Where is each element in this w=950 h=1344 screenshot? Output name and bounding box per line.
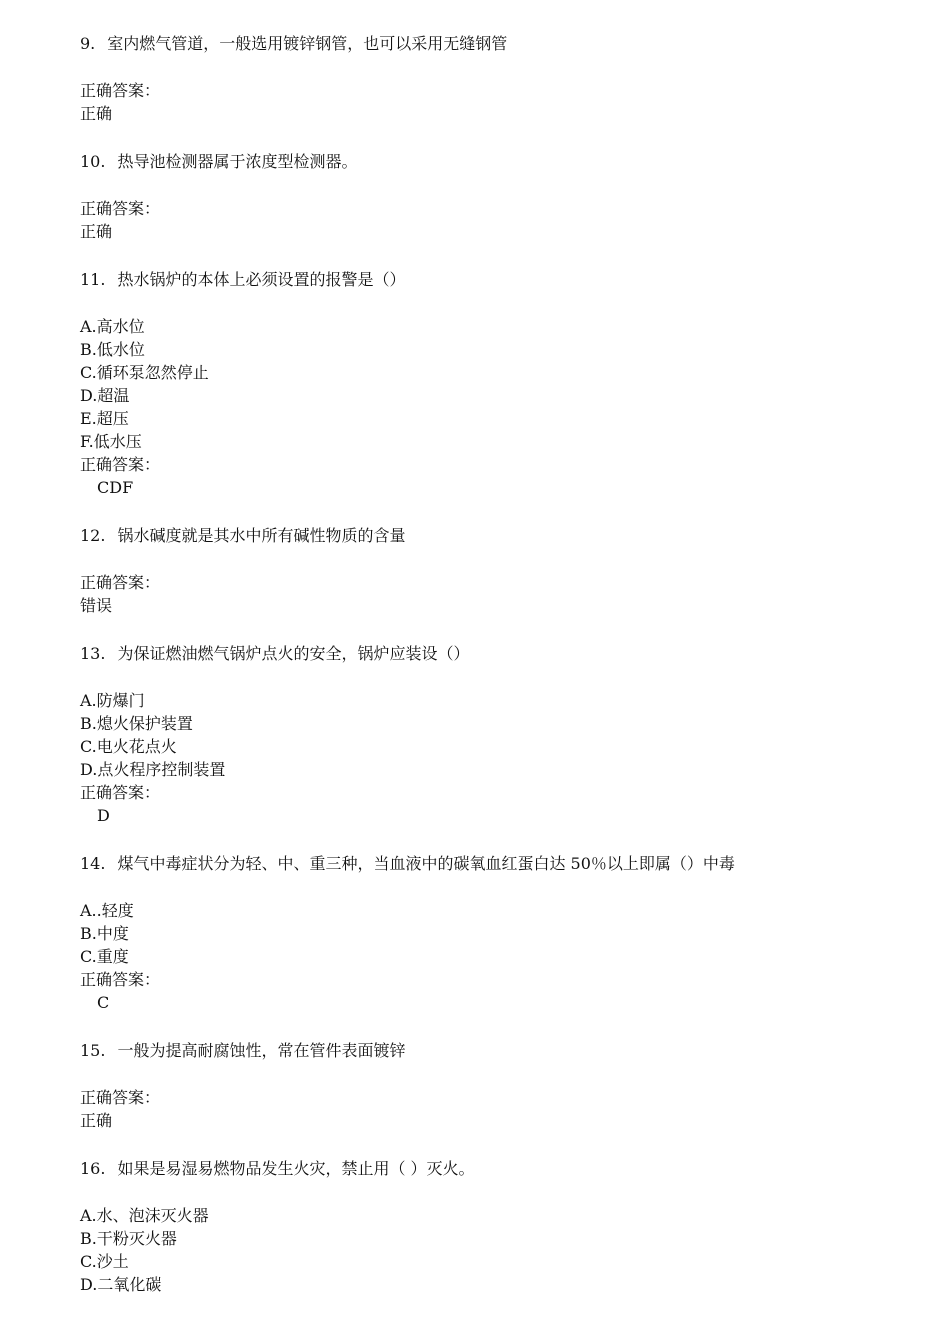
question-text: 煤气中毒症状分为轻、中、重三种，当血液中的碳氧血红蛋白达 50％以上即属（）中毒 (117, 854, 735, 873)
question-text: 一般为提高耐腐蚀性，常在管件表面镀锌 (117, 1041, 406, 1060)
answer-label: 正确答案： (80, 783, 161, 802)
question-title (80, 642, 900, 665)
question-number: 14. (80, 854, 106, 873)
question-11 (80, 268, 900, 499)
answer-label: 正确答案： (80, 81, 161, 100)
question-number: 9. (80, 34, 96, 53)
answer-value: 正确 (80, 104, 113, 123)
question-title (80, 1157, 900, 1180)
option-c: C.重度 (80, 947, 129, 966)
question-text: 热水锅炉的本体上必须设置的报警是（） (117, 270, 406, 289)
question-number: 13. (80, 644, 106, 663)
answer-label: 正确答案： (80, 1088, 161, 1107)
answer-label: 正确答案： (80, 199, 161, 218)
question-title (80, 1039, 900, 1062)
question-13 (80, 642, 900, 827)
question-9 (80, 32, 900, 125)
question-14 (80, 852, 900, 1014)
question-text: 锅水碱度就是其水中所有碱性物质的含量 (117, 526, 406, 545)
question-number: 12. (80, 526, 106, 545)
answer-label: 正确答案： (80, 970, 161, 989)
answer-value: CDF (97, 478, 134, 497)
option-f: F.低水压 (80, 432, 142, 451)
option-c: C.循环泵忽然停止 (80, 363, 209, 382)
question-number: 16. (80, 1159, 106, 1178)
question-number: 11. (80, 270, 106, 289)
answer-label: 正确答案： (80, 455, 161, 474)
answer-value: C (97, 993, 110, 1012)
option-c: C.电火花点火 (80, 737, 177, 756)
question-12 (80, 524, 900, 617)
answer-label: 正确答案： (80, 573, 161, 592)
option-e: E.超压 (80, 409, 129, 428)
option-b: B.干粉灭火器 (80, 1229, 177, 1248)
option-c: C.沙土 (80, 1252, 129, 1271)
question-title (80, 268, 900, 291)
option-a: A..轻度 (80, 901, 134, 920)
answer-value: 正确 (80, 222, 113, 241)
question-title (80, 852, 900, 875)
question-title (80, 524, 900, 547)
option-b: B.中度 (80, 924, 129, 943)
question-10 (80, 150, 900, 243)
option-d: D.二氧化碳 (80, 1275, 162, 1294)
answer-value: 正确 (80, 1111, 113, 1130)
question-number: 10. (80, 152, 106, 171)
option-d: D.超温 (80, 386, 130, 405)
question-title (80, 150, 900, 173)
question-text: 室内燃气管道，一般选用镀锌钢管，也可以采用无缝钢管 (107, 34, 508, 53)
option-b: B.低水位 (80, 340, 145, 359)
question-text: 为保证燃油燃气锅炉点火的安全，锅炉应装设（） (117, 644, 470, 663)
question-16 (80, 1157, 900, 1296)
question-text: 热导池检测器属于浓度型检测器。 (117, 152, 358, 171)
question-15 (80, 1039, 900, 1132)
option-a: A.水、泡沫灭火器 (80, 1206, 209, 1225)
option-a: A.防爆门 (80, 691, 145, 710)
question-text: 如果是易湿易燃物品发生火灾，禁止用（ ）灭火。 (117, 1159, 475, 1178)
document-page (80, 32, 900, 1296)
question-title (80, 32, 900, 55)
option-a: A.高水位 (80, 317, 145, 336)
option-d: D.点火程序控制装置 (80, 760, 226, 779)
answer-value: D (97, 806, 110, 825)
question-number: 15. (80, 1041, 106, 1060)
option-b: B.熄火保护装置 (80, 714, 193, 733)
answer-value: 错误 (80, 596, 113, 615)
